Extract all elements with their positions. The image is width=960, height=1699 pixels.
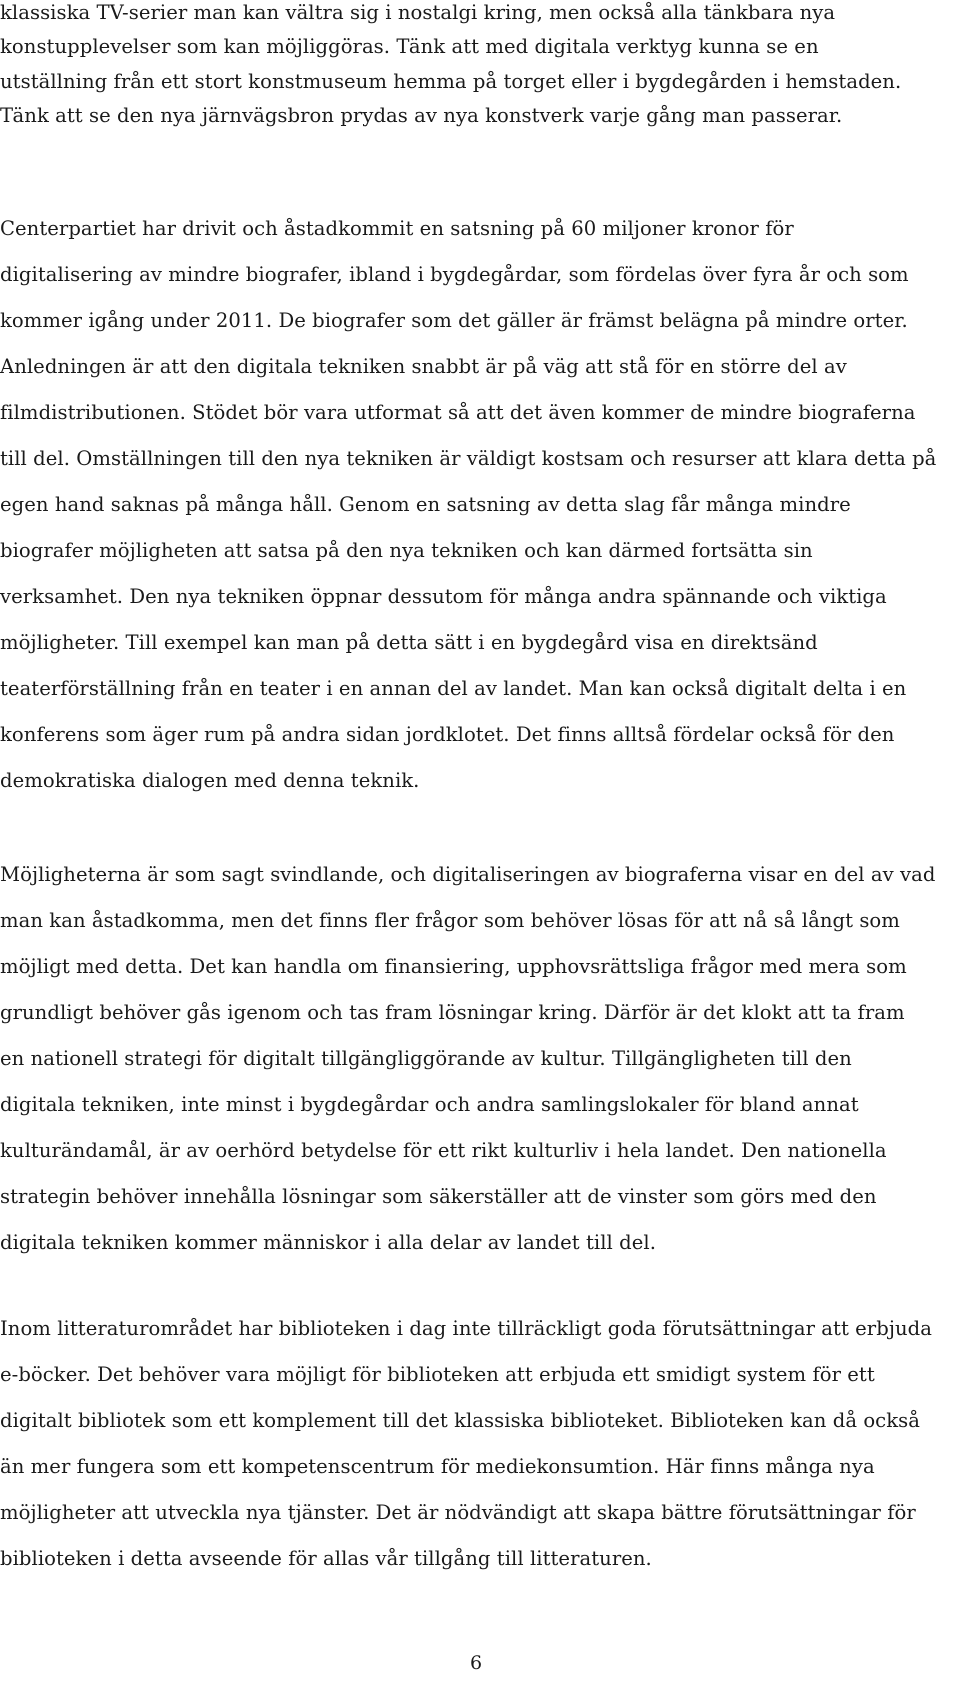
text-line: möjligheter. Till exempel kan man på detta sätt i en bygdegård visa en direktsänd: [0, 631, 818, 654]
text-line: strategin behöver innehålla lösningar som säkerställer att de vinster som görs med den: [0, 1185, 877, 1208]
text-line: en nationell strategi för digitalt tillgängliggörande av kultur. Tillgängligheten till den: [0, 1047, 852, 1070]
text-line: biografer möjligheten att satsa på den nya tekniken och kan därmed fortsätta sin: [0, 539, 813, 562]
text-line: verksamhet. Den nya tekniken öppnar dessutom för många andra spännande och viktiga: [0, 585, 887, 608]
paragraph: [0, 0, 952, 134]
text-line: utställning från ett stort konstmuseum hemma på torget eller i bygdegården i hemstaden.: [0, 69, 902, 93]
paragraph: [0, 206, 952, 804]
page-number: 6: [469, 1652, 483, 1674]
paragraph: [0, 852, 952, 1266]
text-line: klassiska TV-serier man kan vältra sig i nostalgi kring, men också alla tänkbara nya: [0, 1, 836, 24]
text-line: Inom litteraturområdet har biblioteken i dag inte tillräckligt goda förutsättningar att erbjuda: [0, 1317, 932, 1340]
text-line: till del. Omställningen till den nya tekniken är väldigt kostsam och resurser att klara detta på: [0, 447, 937, 470]
text-line: digitala tekniken kommer människor i alla delar av landet till del.: [0, 1231, 656, 1254]
text-line: grundligt behöver gås igenom och tas fram lösningar kring. Därför är det klokt att ta fram: [0, 1001, 905, 1024]
text-line: digitala tekniken, inte minst i bygdegårdar och andra samlingslokaler för bland annat: [0, 1093, 859, 1116]
text-line: Möjligheterna är som sagt svindlande, och digitaliseringen av biograferna visar en del av vad: [0, 863, 936, 886]
text-line: egen hand saknas på många håll. Genom en satsning av detta slag får många mindre: [0, 493, 851, 516]
text-line: Anledningen är att den digitala tekniken snabbt är på väg att stå för en större del av: [0, 355, 847, 378]
text-line: demokratiska dialogen med denna teknik.: [0, 769, 420, 792]
text-line: digitalisering av mindre biografer, ibland i bygdegårdar, som fördelas över fyra år och som: [0, 263, 909, 286]
text-line: e-böcker. Det behöver vara möjligt för biblioteken att erbjuda ett smidigt system för ett: [0, 1363, 875, 1386]
text-line: möjligt med detta. Det kan handla om finansiering, upphovsrättsliga frågor med mera som: [0, 955, 907, 978]
text-line: konstupplevelser som kan möjliggöras. Tänk att med digitala verktyg kunna se en: [0, 35, 819, 59]
text-line: Centerpartiet har drivit och åstadkommit en satsning på 60 miljoner kronor för: [0, 217, 794, 240]
paragraph: [0, 1306, 952, 1582]
text-line: filmdistributionen. Stödet bör vara utformat så att det även kommer de mindre biograferna: [0, 401, 916, 424]
text-line: Tänk att se den nya järnvägsbron prydas av nya konstverk varje gång man passerar.: [0, 104, 843, 128]
text-line: digitalt bibliotek som ett komplement till det klassiska biblioteket. Biblioteken kan då också: [0, 1409, 920, 1432]
text-line: kulturändamål, är av oerhörd betydelse för ett rikt kulturliv i hela landet. Den nationella: [0, 1139, 887, 1162]
text-line: man kan åstadkomma, men det finns fler frågor som behöver lösas för att nå så långt som: [0, 909, 900, 932]
text-line: teaterförställning från en teater i en annan del av landet. Man kan också digitalt delta i en: [0, 677, 907, 700]
text-line: möjligheter att utveckla nya tjänster. Det är nödvändigt att skapa bättre förutsättningar för: [0, 1501, 916, 1524]
text-line: än mer fungera som ett kompetenscentrum för mediekonsumtion. Här finns många nya: [0, 1455, 875, 1478]
text-line: konferens som äger rum på andra sidan jordklotet. Det finns alltså fördelar också för den: [0, 723, 895, 746]
text-line: kommer igång under 2011. De biografer som det gäller är främst belägna på mindre orter.: [0, 309, 908, 332]
text-line: biblioteken i detta avseende för allas vår tillgång till litteraturen.: [0, 1547, 652, 1570]
